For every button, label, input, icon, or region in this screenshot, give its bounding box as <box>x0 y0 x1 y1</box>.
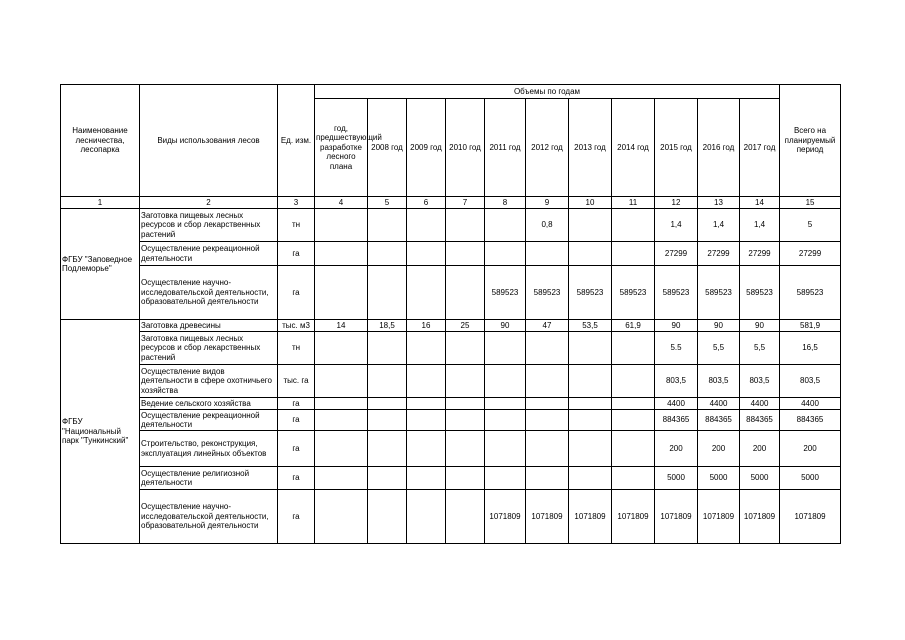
header-prev-year: год, предшествующий разработке лесного плана <box>315 99 368 197</box>
use-type-cell: Осуществление рекреационной деятельности <box>140 410 278 431</box>
value-cell-2010 <box>446 209 485 242</box>
value-cell-2011 <box>485 332 526 365</box>
table-row <box>61 266 841 320</box>
value-cell-2009 <box>407 410 446 431</box>
value-cell-2016: 4400 <box>698 398 740 410</box>
value-cell-2011 <box>485 398 526 410</box>
value-cell-2010 <box>446 490 485 544</box>
value-cell-2015: 27299 <box>655 242 698 266</box>
header-year: 2017 год <box>740 99 780 197</box>
value-cell-prev <box>315 490 368 544</box>
value-cell-2010 <box>446 398 485 410</box>
value-cell-2013: 53,5 <box>569 320 612 332</box>
value-cell-2012 <box>526 365 569 398</box>
value-cell-2012: 1071809 <box>526 490 569 544</box>
value-cell-2016: 1071809 <box>698 490 740 544</box>
value-cell-prev <box>315 209 368 242</box>
table-row <box>61 365 841 398</box>
value-cell-2014 <box>612 431 655 467</box>
value-cell-2013 <box>569 431 612 467</box>
header-year: 2015 год <box>655 99 698 197</box>
forestry-name-cell: ФГБУ "Национальный парк "Тункинский" <box>61 320 140 544</box>
use-type-cell: Осуществление рекреационной деятельности <box>140 242 278 266</box>
col-number: 10 <box>569 197 612 209</box>
use-type-cell: Заготовка пищевых лесных ресурсов и сбор лекарственных растений <box>140 209 278 242</box>
value-cell-2014 <box>612 242 655 266</box>
value-cell-prev <box>315 242 368 266</box>
col-number: 3 <box>278 197 315 209</box>
value-cell-2014 <box>612 332 655 365</box>
header-total: Всего на планируемый период <box>780 85 841 197</box>
table-row <box>61 431 841 467</box>
value-cell-2010 <box>446 410 485 431</box>
total-cell: 1071809 <box>780 490 841 544</box>
col-number: 2 <box>140 197 278 209</box>
col-number: 1 <box>61 197 140 209</box>
value-cell-2017: 1071809 <box>740 490 780 544</box>
value-cell-2017: 27299 <box>740 242 780 266</box>
use-type-cell: Осуществление религиозной деятельности <box>140 467 278 490</box>
total-cell: 27299 <box>780 242 841 266</box>
total-cell: 5 <box>780 209 841 242</box>
value-cell-prev <box>315 410 368 431</box>
group-body <box>61 209 841 320</box>
col-number: 9 <box>526 197 569 209</box>
value-cell-2013 <box>569 410 612 431</box>
col-number: 12 <box>655 197 698 209</box>
value-cell-2016: 1,4 <box>698 209 740 242</box>
value-cell-2016: 5,5 <box>698 332 740 365</box>
group-body <box>61 320 841 544</box>
value-cell-2012: 0,8 <box>526 209 569 242</box>
header-forestry-name: Наименование лесничества, лесопарка <box>61 85 140 197</box>
header-year: 2014 год <box>612 99 655 197</box>
value-cell-2009 <box>407 431 446 467</box>
value-cell-2015: 90 <box>655 320 698 332</box>
value-cell-2013 <box>569 365 612 398</box>
value-cell-2013 <box>569 467 612 490</box>
value-cell-2012 <box>526 467 569 490</box>
use-type-cell: Осуществление видов деятельности в сфере охотничьего хозяйства <box>140 365 278 398</box>
unit-cell: га <box>278 398 315 410</box>
value-cell-2012 <box>526 242 569 266</box>
unit-cell: тыс. м3 <box>278 320 315 332</box>
value-cell-2017: 90 <box>740 320 780 332</box>
value-cell-2009 <box>407 365 446 398</box>
value-cell-2010 <box>446 332 485 365</box>
value-cell-2017: 589523 <box>740 266 780 320</box>
unit-cell: га <box>278 266 315 320</box>
table-row <box>61 320 841 332</box>
total-cell: 803,5 <box>780 365 841 398</box>
header-year: 2013 год <box>569 99 612 197</box>
value-cell-prev <box>315 365 368 398</box>
value-cell-2008 <box>368 365 407 398</box>
value-cell-2016: 90 <box>698 320 740 332</box>
value-cell-2011 <box>485 431 526 467</box>
use-type-cell: Осуществление научно-исследовательской деятельности, образовательной деятельности <box>140 266 278 320</box>
value-cell-prev <box>315 332 368 365</box>
value-cell-2008 <box>368 266 407 320</box>
unit-cell: га <box>278 490 315 544</box>
value-cell-2009 <box>407 398 446 410</box>
use-type-cell: Ведение сельского хозяйства <box>140 398 278 410</box>
value-cell-2016: 884365 <box>698 410 740 431</box>
value-cell-2008 <box>368 490 407 544</box>
value-cell-2008 <box>368 410 407 431</box>
value-cell-2014 <box>612 410 655 431</box>
value-cell-2015: 1071809 <box>655 490 698 544</box>
value-cell-2017: 200 <box>740 431 780 467</box>
value-cell-2010 <box>446 365 485 398</box>
use-type-cell: Строительство, реконструкция, эксплуатация линейных объектов <box>140 431 278 467</box>
value-cell-2011 <box>485 410 526 431</box>
unit-cell: тыс. га <box>278 365 315 398</box>
value-cell-2011: 90 <box>485 320 526 332</box>
value-cell-2011 <box>485 467 526 490</box>
use-type-cell: Осуществление научно-исследовательской деятельности, образовательной деятельности <box>140 490 278 544</box>
total-cell: 4400 <box>780 398 841 410</box>
value-cell-2010 <box>446 431 485 467</box>
use-type-cell: Заготовка древесины <box>140 320 278 332</box>
value-cell-prev <box>315 431 368 467</box>
forest-use-volumes-table <box>60 84 841 544</box>
value-cell-2013: 589523 <box>569 266 612 320</box>
value-cell-2010 <box>446 467 485 490</box>
unit-cell: га <box>278 431 315 467</box>
header-volumes-by-year: Объемы по годам <box>315 85 780 99</box>
header-year: 2010 год <box>446 99 485 197</box>
value-cell-2015: 1,4 <box>655 209 698 242</box>
total-cell: 884365 <box>780 410 841 431</box>
use-type-cell: Заготовка пищевых лесных ресурсов и сбор лекарственных растений <box>140 332 278 365</box>
value-cell-2009 <box>407 332 446 365</box>
value-cell-2014 <box>612 209 655 242</box>
header-year: 2009 год <box>407 99 446 197</box>
value-cell-2008 <box>368 332 407 365</box>
value-cell-2014 <box>612 467 655 490</box>
table-row <box>61 242 841 266</box>
value-cell-2011: 1071809 <box>485 490 526 544</box>
value-cell-2012 <box>526 398 569 410</box>
unit-cell: га <box>278 410 315 431</box>
value-cell-2009 <box>407 266 446 320</box>
table-row <box>61 209 841 242</box>
table-row <box>61 398 841 410</box>
value-cell-2016: 5000 <box>698 467 740 490</box>
col-number: 7 <box>446 197 485 209</box>
value-cell-2012: 589523 <box>526 266 569 320</box>
col-number: 11 <box>612 197 655 209</box>
total-cell: 16,5 <box>780 332 841 365</box>
forestry-name-cell: ФГБУ "Заповедное Подлеморье" <box>61 209 140 320</box>
value-cell-2010 <box>446 266 485 320</box>
value-cell-2010 <box>446 242 485 266</box>
value-cell-prev <box>315 467 368 490</box>
unit-cell: га <box>278 467 315 490</box>
value-cell-2014: 589523 <box>612 266 655 320</box>
value-cell-2013 <box>569 242 612 266</box>
value-cell-2016: 200 <box>698 431 740 467</box>
value-cell-2008 <box>368 242 407 266</box>
col-number: 4 <box>315 197 368 209</box>
value-cell-2012: 47 <box>526 320 569 332</box>
value-cell-2014 <box>612 365 655 398</box>
table-row <box>61 332 841 365</box>
value-cell-2014: 1071809 <box>612 490 655 544</box>
header-year: 2011 год <box>485 99 526 197</box>
value-cell-2015: 803,5 <box>655 365 698 398</box>
value-cell-2016: 589523 <box>698 266 740 320</box>
value-cell-2013: 1071809 <box>569 490 612 544</box>
value-cell-2009 <box>407 490 446 544</box>
table-row <box>61 410 841 431</box>
value-cell-2017: 1,4 <box>740 209 780 242</box>
value-cell-2011 <box>485 242 526 266</box>
value-cell-2012 <box>526 431 569 467</box>
value-cell-2013 <box>569 209 612 242</box>
value-cell-2014: 61,9 <box>612 320 655 332</box>
value-cell-2009 <box>407 209 446 242</box>
header-year: 2016 год <box>698 99 740 197</box>
value-cell-2009: 16 <box>407 320 446 332</box>
unit-cell: тн <box>278 209 315 242</box>
value-cell-2017: 803,5 <box>740 365 780 398</box>
value-cell-2012 <box>526 410 569 431</box>
value-cell-2015: 4400 <box>655 398 698 410</box>
value-cell-2011 <box>485 209 526 242</box>
value-cell-2012 <box>526 332 569 365</box>
col-number: 5 <box>368 197 407 209</box>
total-cell: 589523 <box>780 266 841 320</box>
value-cell-2017: 884365 <box>740 410 780 431</box>
value-cell-2015: 5.5 <box>655 332 698 365</box>
unit-cell: га <box>278 242 315 266</box>
value-cell-2015: 884365 <box>655 410 698 431</box>
value-cell-2009 <box>407 467 446 490</box>
value-cell-prev: 14 <box>315 320 368 332</box>
value-cell-prev <box>315 398 368 410</box>
value-cell-2016: 27299 <box>698 242 740 266</box>
value-cell-2015: 589523 <box>655 266 698 320</box>
unit-cell: тн <box>278 332 315 365</box>
value-cell-2008 <box>368 467 407 490</box>
value-cell-2008: 18,5 <box>368 320 407 332</box>
value-cell-2008 <box>368 398 407 410</box>
col-number: 14 <box>740 197 780 209</box>
header-year: 2008 год <box>368 99 407 197</box>
header-year: 2012 год <box>526 99 569 197</box>
value-cell-2016: 803,5 <box>698 365 740 398</box>
value-cell-2013 <box>569 332 612 365</box>
header-use-type: Виды использования лесов <box>140 85 278 197</box>
table-row <box>61 467 841 490</box>
value-cell-2013 <box>569 398 612 410</box>
value-cell-2014 <box>612 398 655 410</box>
value-cell-2015: 5000 <box>655 467 698 490</box>
value-cell-2009 <box>407 242 446 266</box>
value-cell-2011 <box>485 365 526 398</box>
total-cell: 5000 <box>780 467 841 490</box>
value-cell-2011: 589523 <box>485 266 526 320</box>
col-number: 13 <box>698 197 740 209</box>
total-cell: 200 <box>780 431 841 467</box>
value-cell-2017: 5,5 <box>740 332 780 365</box>
value-cell-2008 <box>368 431 407 467</box>
value-cell-2008 <box>368 209 407 242</box>
value-cell-2017: 4400 <box>740 398 780 410</box>
table-row <box>61 490 841 544</box>
total-cell: 581,9 <box>780 320 841 332</box>
value-cell-2015: 200 <box>655 431 698 467</box>
value-cell-2017: 5000 <box>740 467 780 490</box>
col-number: 15 <box>780 197 841 209</box>
col-number: 8 <box>485 197 526 209</box>
value-cell-2010: 25 <box>446 320 485 332</box>
header-unit: Ед. изм. <box>278 85 315 197</box>
value-cell-prev <box>315 266 368 320</box>
col-number: 6 <box>407 197 446 209</box>
